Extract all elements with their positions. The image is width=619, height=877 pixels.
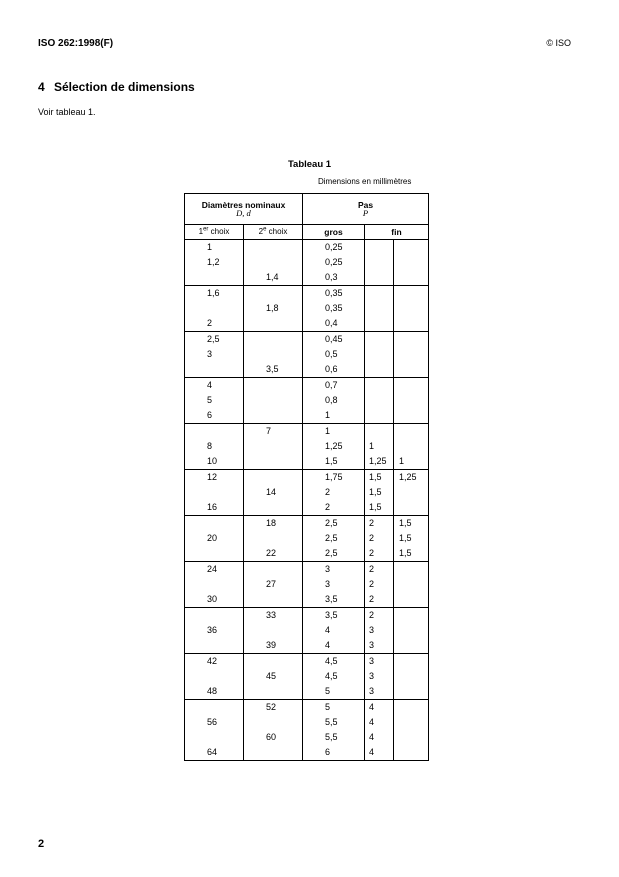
cell-value xyxy=(365,408,393,423)
cell-value: 1,5 xyxy=(399,548,412,558)
cell-value xyxy=(244,316,302,331)
cell-value: 6 xyxy=(325,747,331,757)
cell-value: 64 xyxy=(207,747,218,757)
cell-value: 1,8 xyxy=(266,303,279,313)
cell-value: 3 xyxy=(369,656,375,666)
cell-value: 1 xyxy=(325,410,331,420)
cell-value xyxy=(365,347,393,362)
cell-value: 1,5 xyxy=(399,518,412,528)
cell-value xyxy=(244,562,302,577)
table-row xyxy=(185,424,429,470)
cell-value xyxy=(394,485,428,500)
cell-value: 1,75 xyxy=(325,472,343,482)
cell-value: 1 xyxy=(325,426,331,436)
page-number: 2 xyxy=(38,838,45,850)
cell-value xyxy=(244,347,302,362)
first-choice-cell xyxy=(185,562,244,608)
fine-pitch-1-cell xyxy=(365,700,394,761)
cell-value xyxy=(365,286,393,301)
cell-value xyxy=(394,500,428,515)
cell-value: 2,5 xyxy=(325,533,338,543)
table-row xyxy=(185,700,429,761)
cell-value xyxy=(244,500,302,515)
cell-value xyxy=(365,270,393,285)
cell-value: 2 xyxy=(369,518,375,528)
cell-value: 1,5 xyxy=(369,502,382,512)
cell-value xyxy=(185,424,243,439)
header-nominal-diameters-symbol: D, d xyxy=(236,208,251,218)
cell-value xyxy=(394,240,428,255)
cell-value xyxy=(185,700,243,715)
cell-value: 16 xyxy=(207,502,218,512)
cell-value: 56 xyxy=(207,717,218,727)
cell-value xyxy=(185,301,243,316)
header-nominal-diameters-label: Diamètres nominaux xyxy=(201,199,286,210)
coarse-pitch-cell xyxy=(303,378,365,424)
cell-value xyxy=(394,608,428,623)
cell-value: 3 xyxy=(369,640,375,650)
cell-value xyxy=(394,654,428,669)
cell-value xyxy=(244,332,302,347)
fine-pitch-2-cell xyxy=(394,332,429,378)
cell-value: 1,4 xyxy=(266,272,279,282)
cell-value: 2 xyxy=(369,533,375,543)
cell-value: 2,5 xyxy=(325,518,338,528)
cell-value: 0,3 xyxy=(325,272,338,282)
cell-value: 1 xyxy=(207,242,213,252)
cell-value: 3 xyxy=(369,686,375,696)
table-row xyxy=(185,286,429,332)
coarse-pitch-cell xyxy=(303,608,365,654)
first-choice-cell xyxy=(185,470,244,516)
second-choice-cell xyxy=(244,286,303,332)
cell-value xyxy=(394,623,428,638)
cell-value xyxy=(365,240,393,255)
cell-value: 0,25 xyxy=(325,242,343,252)
cell-value xyxy=(365,424,393,439)
fine-pitch-2-cell xyxy=(394,562,429,608)
cell-value: 52 xyxy=(266,702,277,712)
section-text: Voir tableau 1. xyxy=(38,107,96,117)
cell-value xyxy=(244,439,302,454)
section-title: Sélection de dimensions xyxy=(54,80,195,94)
cell-value xyxy=(185,485,243,500)
fine-pitch-2-cell xyxy=(394,286,429,332)
cell-value xyxy=(244,470,302,485)
cell-value: 0,8 xyxy=(325,395,338,405)
cell-value xyxy=(244,240,302,255)
cell-value: 36 xyxy=(207,625,218,635)
cell-value: 4,5 xyxy=(325,656,338,666)
cell-value: 5,5 xyxy=(325,732,338,742)
cell-value xyxy=(394,347,428,362)
fine-pitch-1-cell xyxy=(365,424,394,470)
cell-value xyxy=(185,638,243,653)
cell-value xyxy=(394,316,428,331)
cell-value: 5 xyxy=(207,395,213,405)
cell-value xyxy=(244,393,302,408)
cell-value xyxy=(394,715,428,730)
cell-value: 5,5 xyxy=(325,717,338,727)
table-row xyxy=(185,332,429,378)
cell-value: 0,5 xyxy=(325,349,338,359)
cell-value xyxy=(244,378,302,393)
header-pitch xyxy=(303,194,429,225)
table-row xyxy=(185,654,429,700)
cell-value xyxy=(394,332,428,347)
fine-pitch-1-cell xyxy=(365,562,394,608)
cell-value xyxy=(365,301,393,316)
first-choice-cell xyxy=(185,608,244,654)
cell-value: 0,35 xyxy=(325,303,343,313)
cell-value: 33 xyxy=(266,610,277,620)
cell-value: 20 xyxy=(207,533,218,543)
cell-value: 2,5 xyxy=(325,548,338,558)
cell-value: 1,25 xyxy=(399,472,417,482)
table-row xyxy=(185,608,429,654)
fine-pitch-1-cell xyxy=(365,608,394,654)
cell-value xyxy=(394,745,428,760)
cell-value xyxy=(394,286,428,301)
cell-value xyxy=(394,424,428,439)
second-choice-cell xyxy=(244,470,303,516)
cell-value: 2 xyxy=(369,579,375,589)
cell-value xyxy=(394,562,428,577)
cell-value: 0,4 xyxy=(325,318,338,328)
fine-pitch-2-cell xyxy=(394,608,429,654)
cell-value: 3 xyxy=(369,671,375,681)
cell-value xyxy=(185,608,243,623)
cell-value xyxy=(244,531,302,546)
fine-pitch-1-cell xyxy=(365,378,394,424)
cell-value xyxy=(394,684,428,699)
second-choice-cell xyxy=(244,516,303,562)
cell-value xyxy=(244,654,302,669)
coarse-pitch-cell xyxy=(303,700,365,761)
fine-pitch-1-cell xyxy=(365,516,394,562)
first-choice-cell xyxy=(185,700,244,761)
fine-pitch-1-cell xyxy=(365,332,394,378)
cell-value xyxy=(244,623,302,638)
cell-value xyxy=(185,577,243,592)
second-choice-cell xyxy=(244,240,303,286)
cell-value: 1,5 xyxy=(399,533,412,543)
cell-value xyxy=(394,592,428,607)
cell-value: 4 xyxy=(369,747,375,757)
table-row xyxy=(185,378,429,424)
cell-value: 0,35 xyxy=(325,288,343,298)
cell-value xyxy=(394,362,428,377)
coarse-pitch-cell xyxy=(303,562,365,608)
fine-pitch-1-cell xyxy=(365,470,394,516)
cell-value: 1,5 xyxy=(369,472,382,482)
cell-value: 24 xyxy=(207,564,218,574)
cell-value xyxy=(244,715,302,730)
cell-value xyxy=(394,638,428,653)
table-row xyxy=(185,516,429,562)
cell-value: 3,5 xyxy=(266,364,279,374)
first-choice-cell xyxy=(185,654,244,700)
cell-value: 0,45 xyxy=(325,334,343,344)
cell-value: 3,5 xyxy=(325,594,338,604)
coarse-pitch-cell xyxy=(303,516,365,562)
cell-value xyxy=(244,745,302,760)
cell-value: 3 xyxy=(325,579,331,589)
cell-value xyxy=(394,669,428,684)
cell-value xyxy=(365,316,393,331)
copyright-notice: © ISO xyxy=(546,38,571,48)
cell-value xyxy=(394,700,428,715)
cell-value xyxy=(185,270,243,285)
cell-value: 12 xyxy=(207,472,218,482)
cell-value xyxy=(185,516,243,531)
fine-pitch-1-cell xyxy=(365,654,394,700)
cell-value xyxy=(394,255,428,270)
section-number: 4 xyxy=(38,80,45,94)
cell-value: 0,7 xyxy=(325,380,338,390)
fine-pitch-2-cell xyxy=(394,654,429,700)
cell-value: 2 xyxy=(369,610,375,620)
cell-value: 39 xyxy=(266,640,277,650)
cell-value: 1,25 xyxy=(369,456,387,466)
cell-value: 8 xyxy=(207,441,213,451)
cell-value: 4 xyxy=(369,717,375,727)
cell-value xyxy=(394,301,428,316)
cell-value: 48 xyxy=(207,686,218,696)
cell-value: 1 xyxy=(399,456,405,466)
cell-value: 14 xyxy=(266,487,277,497)
cell-value xyxy=(185,730,243,745)
cell-value xyxy=(244,408,302,423)
first-choice-cell xyxy=(185,424,244,470)
cell-value: 22 xyxy=(266,548,277,558)
cell-value: 1,2 xyxy=(207,257,220,267)
cell-value xyxy=(244,592,302,607)
header-coarse-pitch: gros xyxy=(303,225,365,240)
cell-value: 4,5 xyxy=(325,671,338,681)
second-choice-cell xyxy=(244,700,303,761)
first-choice-cell xyxy=(185,516,244,562)
cell-value xyxy=(394,378,428,393)
cell-value xyxy=(244,286,302,301)
cell-value xyxy=(185,546,243,561)
first-choice-cell xyxy=(185,332,244,378)
cell-value: 7 xyxy=(266,426,272,436)
cell-value xyxy=(365,378,393,393)
section-heading xyxy=(38,80,195,94)
cell-value xyxy=(244,255,302,270)
document-id: ISO 262:1998(F) xyxy=(38,38,114,49)
fine-pitch-2-cell xyxy=(394,470,429,516)
cell-value: 4 xyxy=(369,702,375,712)
cell-value: 27 xyxy=(266,579,277,589)
coarse-pitch-cell xyxy=(303,332,365,378)
fine-pitch-1-cell xyxy=(365,286,394,332)
fine-pitch-2-cell xyxy=(394,378,429,424)
header-nominal-diameters xyxy=(185,194,303,225)
cell-value: 42 xyxy=(207,656,218,666)
table-row xyxy=(185,470,429,516)
cell-value xyxy=(365,255,393,270)
cell-value: 2 xyxy=(325,502,331,512)
cell-value: 30 xyxy=(207,594,218,604)
cell-value: 2 xyxy=(207,318,213,328)
cell-value: 3 xyxy=(207,349,213,359)
cell-value: 10 xyxy=(207,456,218,466)
cell-value: 2 xyxy=(369,564,375,574)
cell-value xyxy=(365,332,393,347)
coarse-pitch-cell xyxy=(303,654,365,700)
second-choice-cell xyxy=(244,654,303,700)
cell-value: 4 xyxy=(369,732,375,742)
header-first-choice: 1er choix xyxy=(185,225,244,240)
cell-value xyxy=(365,362,393,377)
table-units: Dimensions en millimètres xyxy=(318,177,412,186)
cell-value: 5 xyxy=(325,702,331,712)
cell-value xyxy=(185,362,243,377)
cell-value xyxy=(185,669,243,684)
cell-value: 45 xyxy=(266,671,277,681)
fine-pitch-2-cell xyxy=(394,516,429,562)
header-fine-pitch: fin xyxy=(365,225,429,240)
cell-value xyxy=(365,393,393,408)
table-body xyxy=(185,240,429,761)
cell-value: 3,5 xyxy=(325,610,338,620)
second-choice-cell xyxy=(244,378,303,424)
fine-pitch-2-cell xyxy=(394,240,429,286)
cell-value xyxy=(394,730,428,745)
second-choice-cell xyxy=(244,608,303,654)
first-choice-cell xyxy=(185,240,244,286)
cell-value: 1,25 xyxy=(325,441,343,451)
header-pitch-label: Pas xyxy=(357,199,374,210)
table-row xyxy=(185,240,429,286)
thread-dimensions-table xyxy=(184,193,429,761)
header-second-choice: 2e choix xyxy=(244,225,303,240)
coarse-pitch-cell xyxy=(303,240,365,286)
cell-value: 0,25 xyxy=(325,257,343,267)
cell-value: 1,5 xyxy=(369,487,382,497)
cell-value xyxy=(394,408,428,423)
cell-value: 60 xyxy=(266,732,277,742)
cell-value: 2 xyxy=(325,487,331,497)
cell-value: 3 xyxy=(369,625,375,635)
cell-value xyxy=(244,684,302,699)
cell-value: 3 xyxy=(325,564,331,574)
cell-value: 1,5 xyxy=(325,456,338,466)
coarse-pitch-cell xyxy=(303,286,365,332)
cell-value: 4 xyxy=(325,640,331,650)
cell-value xyxy=(394,270,428,285)
table-row xyxy=(185,562,429,608)
cell-value: 0,6 xyxy=(325,364,338,374)
coarse-pitch-cell xyxy=(303,470,365,516)
cell-value xyxy=(394,393,428,408)
header-pitch-symbol: P xyxy=(362,208,369,218)
second-choice-cell xyxy=(244,332,303,378)
cell-value: 2 xyxy=(369,594,375,604)
cell-value xyxy=(394,577,428,592)
second-choice-cell xyxy=(244,424,303,470)
cell-value: 5 xyxy=(325,686,331,696)
table-title: Tableau 1 xyxy=(287,159,332,170)
fine-pitch-1-cell xyxy=(365,240,394,286)
cell-value: 1,6 xyxy=(207,288,220,298)
first-choice-cell xyxy=(185,378,244,424)
cell-value xyxy=(244,454,302,469)
cell-value: 18 xyxy=(266,518,277,528)
fine-pitch-2-cell xyxy=(394,700,429,761)
second-choice-cell xyxy=(244,562,303,608)
cell-value xyxy=(394,439,428,454)
cell-value: 1 xyxy=(369,441,375,451)
first-choice-cell xyxy=(185,286,244,332)
cell-value: 4 xyxy=(325,625,331,635)
cell-value: 2 xyxy=(369,548,375,558)
cell-value: 2,5 xyxy=(207,334,220,344)
coarse-pitch-cell xyxy=(303,424,365,470)
fine-pitch-2-cell xyxy=(394,424,429,470)
cell-value: 4 xyxy=(207,380,213,390)
cell-value: 6 xyxy=(207,410,213,420)
